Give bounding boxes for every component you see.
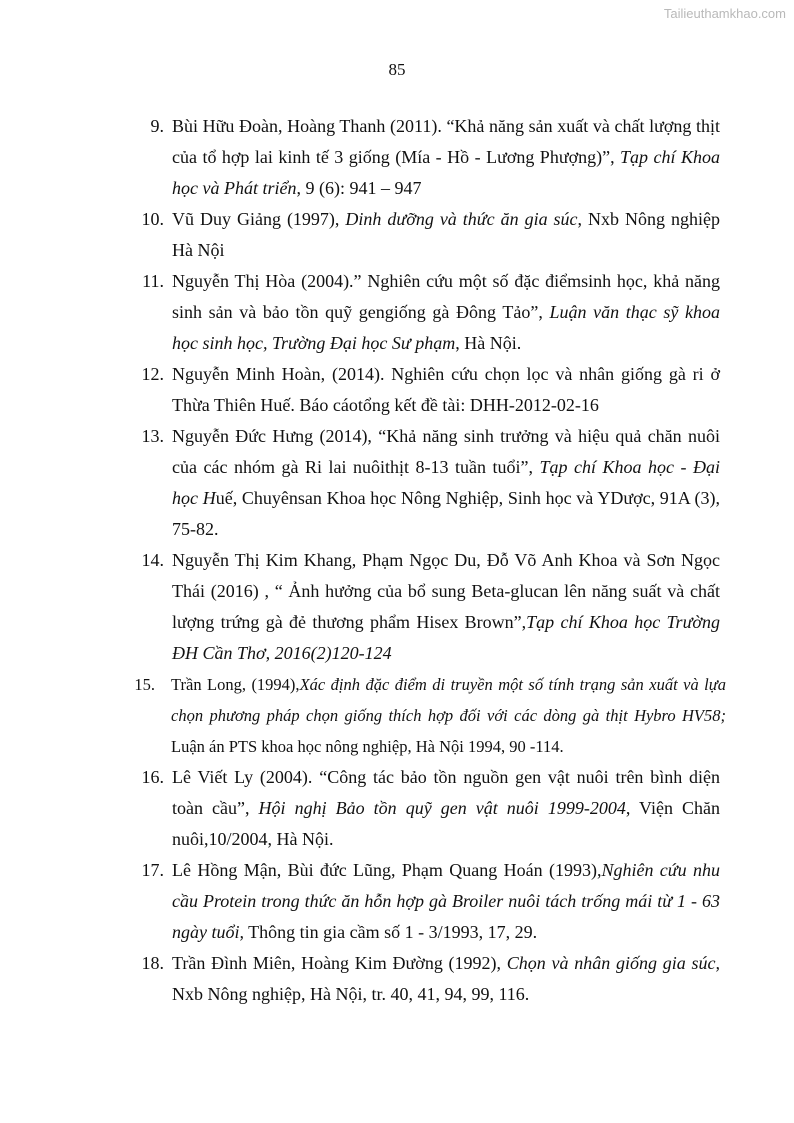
reference-segment: uế, Chuyênsan Khoa học Nông Nghiệp, Sinh học và YDược, 91A (3), 75-82. bbox=[172, 488, 720, 539]
reference-title: Nghiên cứu nhu cầu Protein trong thức ăn hỗn hợp gà Broiler nuôi tách trống mái từ 1 - 63 ngày tuổi, bbox=[172, 860, 720, 942]
reference-segment: Trần Long, (1994), bbox=[171, 675, 300, 694]
reference-segment: Trần Đình Miên, Hoàng Kim Đường (1992), bbox=[172, 953, 507, 973]
reference-segment: Lê Viết Ly (2004). “Công tác bảo tồn nguồn gen vật nuôi trên bình diện toàn cầu”, bbox=[172, 767, 720, 818]
reference-item bbox=[0, 669, 794, 762]
reference-number: 18. bbox=[141, 953, 164, 973]
reference-segment: Nguyễn Minh Hoàn, (2014). Nghiên cứu chọn lọc và nhân giống gà ri ở Thừa Thiên Huế. Báo cáotổng kết đề tài: DHH-2012-02-16 bbox=[172, 364, 720, 415]
reference-text bbox=[171, 669, 726, 762]
reference-segment: , Nxb Nông nghiệp Hà Nội bbox=[172, 209, 720, 260]
reference-segment: Bùi Hữu Đoàn, Hoàng Thanh (2011). “Khả năng sản xuất và chất lượng thịt của tổ hợp lai kinh tế 3 giống (Mía - Hồ - Lương Phượng)”, bbox=[172, 116, 720, 167]
reference-number: 17. bbox=[141, 860, 164, 880]
reference-number: 10. bbox=[141, 209, 164, 229]
reference-number: 11. bbox=[142, 271, 164, 291]
reference-title: Dinh dưỡng và thức ăn gia súc bbox=[345, 209, 578, 229]
reference-segment: , Hà Nội. bbox=[455, 333, 522, 353]
reference-text bbox=[172, 421, 720, 545]
reference-segment: Nxb Nông nghiệp, Hà Nội, tr. 40, 41, 94, 99, 116. bbox=[172, 984, 530, 1004]
reference-text bbox=[172, 111, 720, 204]
reference-title: Tạp chí Khoa học - Đại học H bbox=[172, 457, 720, 508]
reference-number: 16. bbox=[141, 767, 164, 787]
reference-item bbox=[0, 545, 794, 669]
reference-title: Xác định đặc điểm di truyền một số tính trạng sản xuất và lựa chọn phương pháp chọn giống thích hợp đối với các dòng gà thịt Hybro HV58; bbox=[171, 675, 726, 725]
reference-text bbox=[172, 948, 720, 1010]
reference-text bbox=[172, 266, 720, 359]
reference-title: Chọn và nhân giống gia súc, bbox=[506, 953, 720, 973]
page-number: 85 bbox=[388, 60, 406, 79]
reference-number: 14. bbox=[141, 550, 164, 570]
reference-item bbox=[0, 266, 794, 359]
reference-number: 13. bbox=[141, 426, 164, 446]
reference-text bbox=[172, 545, 720, 669]
reference-number: 12. bbox=[141, 364, 164, 384]
reference-item bbox=[0, 111, 794, 204]
reference-segment: Nguyễn Đức Hưng (2014), “Khả năng sinh trưởng và hiệu quả chăn nuôi của các nhóm gà Ri lai nuôithịt 8-13 tuần tuổi”, bbox=[172, 426, 720, 477]
reference-title: Luận văn thạc sỹ khoa học sinh học, Trường Đại học Sư phạm bbox=[172, 302, 720, 353]
reference-segment: Nguyễn Thị Hòa (2004).” Nghiên cứu một số đặc điểmsinh học, khả năng sinh sản và bảo tồn quỹ gengiống gà Đông Tảo”, bbox=[172, 271, 720, 322]
reference-segment: , 9 (6): 941 – 947 bbox=[296, 178, 422, 198]
reference-number: 15. bbox=[134, 675, 155, 694]
reference-segment: Thông tin gia cầm số 1 - 3/1993, 17, 29. bbox=[244, 922, 538, 942]
reference-segment: Lê Hồng Mận, Bùi đức Lũng, Phạm Quang Hoán (1993), bbox=[172, 860, 602, 880]
reference-item bbox=[0, 204, 794, 266]
reference-text bbox=[172, 855, 720, 948]
reference-item bbox=[0, 855, 794, 948]
watermark: Tailieuthamkhao.com bbox=[663, 6, 786, 21]
reference-title: Tạp chí Khoa học Trường ĐH Cần Thơ, 2016(2)120-124 bbox=[172, 612, 720, 663]
reference-number: 9. bbox=[150, 116, 164, 136]
reference-title: Tạp chí Khoa học và Phát triển bbox=[172, 147, 720, 198]
reference-item bbox=[0, 359, 794, 421]
reference-item bbox=[0, 948, 794, 1010]
reference-segment: Luận án PTS khoa học nông nghiệp, Hà Nội 1994, 90 -114. bbox=[171, 737, 564, 756]
reference-text bbox=[172, 762, 720, 855]
reference-item bbox=[0, 762, 794, 855]
reference-text bbox=[172, 359, 720, 421]
reference-segment: Vũ Duy Giảng (1997), bbox=[172, 209, 346, 229]
reference-text bbox=[172, 204, 720, 266]
reference-list bbox=[0, 111, 794, 1010]
reference-title: Hội nghị Bảo tồn quỹ gen vật nuôi 1999-2004 bbox=[258, 798, 626, 818]
reference-item bbox=[0, 421, 794, 545]
reference-segment: , Viện Chăn nuôi,10/2004, Hà Nội. bbox=[172, 798, 721, 849]
reference-segment: Nguyễn Thị Kim Khang, Phạm Ngọc Du, Đỗ Võ Anh Khoa và Sơn Ngọc Thái (2016) , “ Ảnh hưởng của bổ sung Beta-glucan lên năng suất và chất lượng trứng gà đẻ thương phẩm Hisex Brown”, bbox=[172, 550, 720, 632]
